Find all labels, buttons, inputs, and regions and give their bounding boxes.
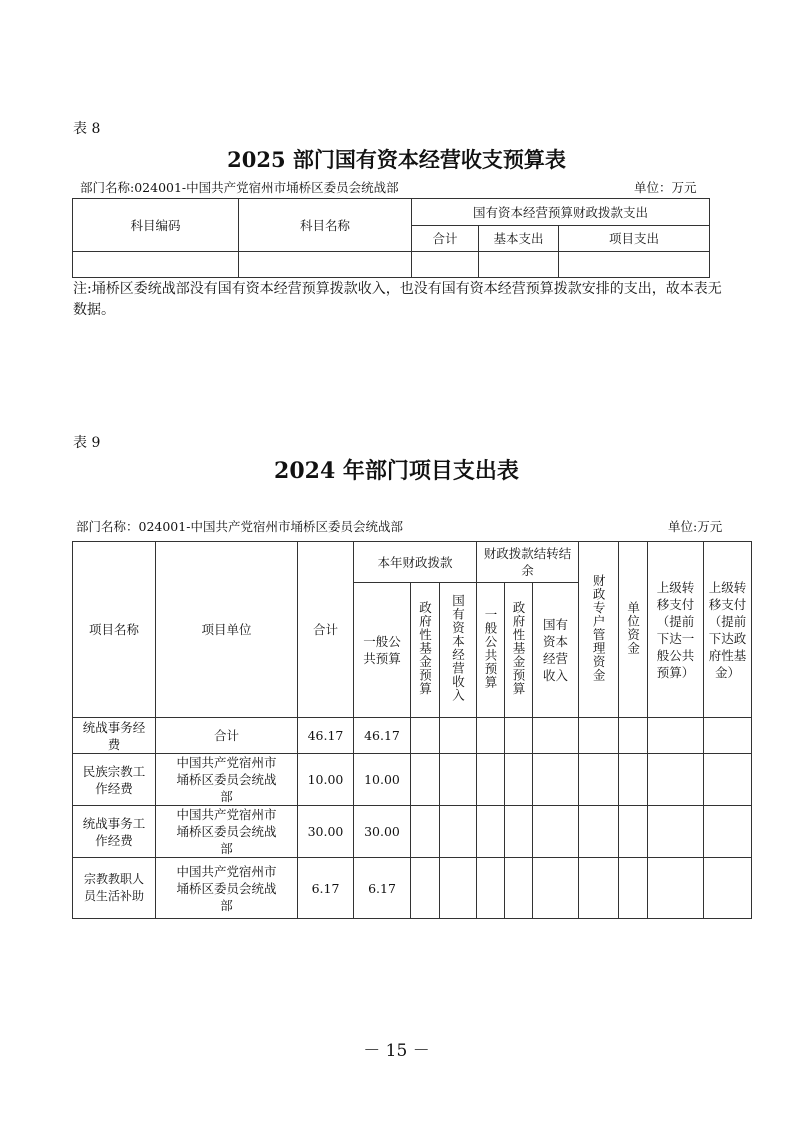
- table8-header-total: 合计: [412, 226, 479, 252]
- row-empty-cell: [533, 806, 579, 858]
- row-empty-cell: [477, 754, 505, 806]
- row-empty-cell: [440, 754, 477, 806]
- row-empty-cell: [440, 718, 477, 754]
- row-empty-cell: [533, 718, 579, 754]
- table8-unit: 单位：万元: [634, 180, 697, 195]
- table8-label: 表 8: [73, 121, 101, 137]
- row-empty-cell: [533, 754, 579, 806]
- row-project-name: 统战事务工作经费: [73, 806, 156, 858]
- row-empty-cell: [505, 718, 533, 754]
- row-project-unit: 中国共产党宿州市埇桥区委员会统战部: [156, 754, 298, 806]
- row-empty-cell: [648, 806, 704, 858]
- row-empty-cell: [579, 806, 619, 858]
- row-general-budget: 30.00: [354, 806, 411, 858]
- table9-header-project-name: 项目名称: [73, 542, 156, 718]
- row-empty-cell: [411, 806, 440, 858]
- table-row: [73, 858, 752, 919]
- table9-header-general-budget: 一般公共预算: [354, 583, 411, 718]
- row-empty-cell: [579, 858, 619, 919]
- table9-header-carry-general: 一般公共预算: [483, 607, 499, 689]
- table8-header-basic: 基本支出: [479, 226, 559, 252]
- row-empty-cell: [704, 806, 752, 858]
- table-row: [73, 718, 752, 754]
- table8-header-code: 科目编码: [73, 199, 239, 252]
- table8-cell: [239, 252, 412, 278]
- table9-header-carry-group: 财政拨款结转结余: [477, 542, 579, 583]
- row-total: 6.17: [298, 858, 354, 919]
- row-general-budget: 10.00: [354, 754, 411, 806]
- row-empty-cell: [505, 858, 533, 919]
- row-project-unit: 合计: [156, 718, 298, 754]
- row-empty-cell: [648, 754, 704, 806]
- table9-dept: 部门名称：024001-中国共产党宿州市埇桥区委员会统战部: [76, 519, 403, 534]
- table8-cell: [412, 252, 479, 278]
- row-empty-cell: [505, 806, 533, 858]
- table9-unit: 单位:万元: [668, 519, 723, 534]
- table8-cell: [559, 252, 710, 278]
- row-empty-cell: [648, 718, 704, 754]
- page-number: － 15 －: [363, 1041, 430, 1061]
- row-empty-cell: [411, 754, 440, 806]
- table9-label: 表 9: [73, 435, 101, 451]
- table9-header-carry-gov-fund: 政府性基金预算: [511, 600, 527, 696]
- row-empty-cell: [440, 806, 477, 858]
- table9-header-state-capital: 国有资本经营收入: [450, 594, 466, 702]
- row-project-unit: 中国共产党宿州市埇桥区委员会统战部: [156, 858, 298, 919]
- row-empty-cell: [619, 806, 648, 858]
- row-project-name: 宗教教职人员生活补助: [73, 858, 156, 919]
- row-general-budget: 6.17: [354, 858, 411, 919]
- row-empty-cell: [704, 858, 752, 919]
- table9-header-upper-gov-fund: 上级转移支付（提前下达政府性基金）: [704, 542, 752, 718]
- row-empty-cell: [477, 718, 505, 754]
- row-empty-cell: [648, 858, 704, 919]
- row-empty-cell: [704, 754, 752, 806]
- row-total: 10.00: [298, 754, 354, 806]
- row-empty-cell: [579, 754, 619, 806]
- table8-dept: 部门名称:024001-中国共产党宿州市埇桥区委员会统战部: [80, 180, 399, 195]
- row-empty-cell: [619, 718, 648, 754]
- table9-header-project-unit: 项目单位: [156, 542, 298, 718]
- table9-header-upper-general: 上级转移支付（提前下达一般公共预算）: [648, 542, 704, 718]
- table9-header-current-group: 本年财政拨款: [354, 542, 477, 583]
- table9-title: 2024 年部门项目支出表: [274, 458, 519, 484]
- table9-header-carry-state-capital: 国有资本经营收入: [533, 583, 579, 718]
- table9-header-unit-funds: 单位资金: [625, 600, 641, 655]
- row-empty-cell: [505, 754, 533, 806]
- row-project-unit: 中国共产党宿州市埇桥区委员会统战部: [156, 806, 298, 858]
- row-empty-cell: [619, 858, 648, 919]
- table8-empty-row: [73, 252, 710, 278]
- table8-header-group: 国有资本经营预算财政拨款支出: [412, 199, 710, 226]
- row-project-name: 民族宗教工作经费: [73, 754, 156, 806]
- row-empty-cell: [411, 858, 440, 919]
- row-total: 46.17: [298, 718, 354, 754]
- row-empty-cell: [579, 718, 619, 754]
- row-empty-cell: [477, 858, 505, 919]
- row-project-name: 统战事务经费: [73, 718, 156, 754]
- row-empty-cell: [533, 858, 579, 919]
- row-empty-cell: [619, 754, 648, 806]
- table8-header-project: 项目支出: [559, 226, 710, 252]
- row-general-budget: 46.17: [354, 718, 411, 754]
- table9: [72, 541, 752, 919]
- row-empty-cell: [704, 718, 752, 754]
- table-row: [73, 806, 752, 858]
- table8: [72, 198, 710, 278]
- row-empty-cell: [477, 806, 505, 858]
- table8-header-name: 科目名称: [239, 199, 412, 252]
- table8-cell: [73, 252, 239, 278]
- table8-cell: [479, 252, 559, 278]
- table9-header-total: 合计: [298, 542, 354, 718]
- row-empty-cell: [411, 718, 440, 754]
- table8-note: 注:埇桥区委统战部没有国有资本经营预算拨款收入，也没有国有资本经营预算拨款安排的支出，故本表无数据。: [73, 281, 722, 318]
- table-row: [73, 754, 752, 806]
- row-empty-cell: [440, 858, 477, 919]
- table8-title: 2025 部门国有资本经营收支预算表: [227, 147, 566, 172]
- table9-header-gov-fund: 政府性基金预算: [417, 600, 433, 696]
- table9-header-special-account: 财政专户管理资金: [591, 573, 607, 682]
- row-total: 30.00: [298, 806, 354, 858]
